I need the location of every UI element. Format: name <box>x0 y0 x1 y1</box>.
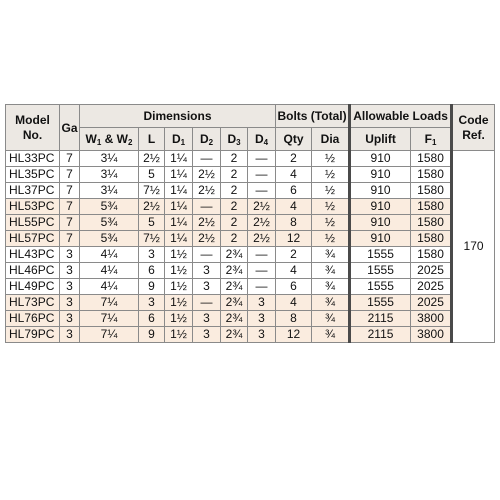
d3-cell: 2¾ <box>221 311 248 327</box>
dia-header: Dia <box>312 128 350 151</box>
model-cell: HL35PC <box>6 167 60 183</box>
d3-cell: 2¾ <box>221 263 248 279</box>
model-cell: HL49PC <box>6 279 60 295</box>
dia-cell: ½ <box>312 215 350 231</box>
d3-cell: 2 <box>221 167 248 183</box>
ga-cell: 7 <box>60 183 80 199</box>
d1-cell: 1¼ <box>165 199 193 215</box>
w1-w2-cell: 4¼ <box>80 247 139 263</box>
ga-cell: 3 <box>60 247 80 263</box>
model-cell: HL43PC <box>6 247 60 263</box>
d4-cell: 2½ <box>248 199 276 215</box>
d1-cell: 1½ <box>165 311 193 327</box>
d1-cell: 1¼ <box>165 167 193 183</box>
uplift-cell: 910 <box>350 167 411 183</box>
l-cell: 2½ <box>139 151 165 167</box>
d2-cell: — <box>193 151 221 167</box>
uplift-cell: 910 <box>350 231 411 247</box>
d3-cell: 2¾ <box>221 327 248 343</box>
w1-w2-cell: 7¼ <box>80 327 139 343</box>
w1-w2-cell: 4¼ <box>80 279 139 295</box>
w1-w2-cell: 3¼ <box>80 167 139 183</box>
ga-cell: 3 <box>60 311 80 327</box>
l-cell: 5 <box>139 215 165 231</box>
d2-cell: 2½ <box>193 215 221 231</box>
d4-cell: 3 <box>248 295 276 311</box>
dia-cell: ½ <box>312 183 350 199</box>
w1-w2-cell: 5¾ <box>80 199 139 215</box>
model-cell: HL57PC <box>6 231 60 247</box>
w1-w2-cell: 4¼ <box>80 263 139 279</box>
ga-cell: 3 <box>60 279 80 295</box>
w1-w2-cell: 5¾ <box>80 231 139 247</box>
d3-cell: 2 <box>221 183 248 199</box>
l-cell: 9 <box>139 279 165 295</box>
ga-cell: 3 <box>60 263 80 279</box>
d1-cell: 1¼ <box>165 151 193 167</box>
f1-cell: 1580 <box>411 151 452 167</box>
d3-cell: 2 <box>221 231 248 247</box>
d4-cell: — <box>248 183 276 199</box>
d2-cell: 3 <box>193 327 221 343</box>
qty-header: Qty <box>276 128 312 151</box>
uplift-cell: 910 <box>350 151 411 167</box>
qty-cell: 2 <box>276 247 312 263</box>
uplift-cell: 1555 <box>350 279 411 295</box>
ga-cell: 7 <box>60 231 80 247</box>
table-row <box>6 263 495 279</box>
qty-cell: 12 <box>276 231 312 247</box>
ga-header: Ga <box>60 105 80 151</box>
model-cell: HL73PC <box>6 295 60 311</box>
qty-cell: 8 <box>276 215 312 231</box>
d2-cell: 2½ <box>193 183 221 199</box>
qty-cell: 4 <box>276 167 312 183</box>
d3-header: $D_3$ <box>221 128 248 151</box>
qty-cell: 6 <box>276 183 312 199</box>
uplift-cell: 2115 <box>350 311 411 327</box>
d4-cell: 3 <box>248 327 276 343</box>
model-no-header: Model No. <box>6 105 60 151</box>
qty-cell: 4 <box>276 295 312 311</box>
dimensions-header: Dimensions <box>80 105 276 128</box>
d2-cell: 3 <box>193 263 221 279</box>
dia-cell: ¾ <box>312 263 350 279</box>
d1-cell: 1½ <box>165 327 193 343</box>
d3-cell: 2 <box>221 151 248 167</box>
f1-cell: 3800 <box>411 311 452 327</box>
uplift-cell: 910 <box>350 183 411 199</box>
dia-cell: ½ <box>312 231 350 247</box>
model-cell: HL33PC <box>6 151 60 167</box>
dia-cell: ¾ <box>312 311 350 327</box>
qty-cell: 6 <box>276 279 312 295</box>
bolts-total-header: Bolts (Total) <box>276 105 350 128</box>
d1-cell: 1¼ <box>165 215 193 231</box>
l-cell: 6 <box>139 311 165 327</box>
d2-cell: 3 <box>193 279 221 295</box>
qty-cell: 2 <box>276 151 312 167</box>
f1-cell: 1580 <box>411 199 452 215</box>
qty-cell: 4 <box>276 263 312 279</box>
ga-cell: 3 <box>60 295 80 311</box>
f1-cell: 1580 <box>411 167 452 183</box>
d3-cell: 2¾ <box>221 279 248 295</box>
d1-cell: 1½ <box>165 247 193 263</box>
model-cell: HL53PC <box>6 199 60 215</box>
d3-cell: 2 <box>221 199 248 215</box>
dia-cell: ¾ <box>312 327 350 343</box>
d4-cell: — <box>248 279 276 295</box>
model-cell: HL55PC <box>6 215 60 231</box>
uplift-cell: 1555 <box>350 295 411 311</box>
d3-cell: 2¾ <box>221 295 248 311</box>
d2-cell: 2½ <box>193 167 221 183</box>
d2-cell: 3 <box>193 311 221 327</box>
f1-header: $F_1$ <box>411 128 452 151</box>
table-row <box>6 167 495 183</box>
d2-cell: — <box>193 247 221 263</box>
table-row <box>6 199 495 215</box>
d1-cell: 1¼ <box>165 231 193 247</box>
d1-cell: 1½ <box>165 295 193 311</box>
l-header: L <box>139 128 165 151</box>
model-cell: HL79PC <box>6 327 60 343</box>
table-row <box>6 247 495 263</box>
dia-cell: ½ <box>312 199 350 215</box>
d1-cell: 1½ <box>165 279 193 295</box>
f1-cell: 2025 <box>411 263 452 279</box>
ga-cell: 7 <box>60 215 80 231</box>
uplift-cell: 910 <box>350 199 411 215</box>
d4-cell: 3 <box>248 311 276 327</box>
table-row <box>6 279 495 295</box>
dia-cell: ¾ <box>312 279 350 295</box>
dia-cell: ½ <box>312 167 350 183</box>
d2-cell: — <box>193 295 221 311</box>
f1-cell: 1580 <box>411 183 452 199</box>
w1-w2-cell: 5¾ <box>80 215 139 231</box>
d4-cell: — <box>248 151 276 167</box>
table-row <box>6 327 495 343</box>
uplift-cell: 2115 <box>350 327 411 343</box>
d1-cell: 1¼ <box>165 183 193 199</box>
w1-w2-cell: 7¼ <box>80 311 139 327</box>
w1-w2-header: $W_1$ & $W_2$ <box>80 128 139 151</box>
d3-cell: 2¾ <box>221 247 248 263</box>
d4-cell: 2½ <box>248 215 276 231</box>
table-row <box>6 231 495 247</box>
table-row <box>6 151 495 167</box>
d4-cell: — <box>248 167 276 183</box>
uplift-cell: 1555 <box>350 263 411 279</box>
ga-cell: 7 <box>60 151 80 167</box>
code-ref-header: Code Ref. <box>452 105 495 151</box>
ga-cell: 7 <box>60 167 80 183</box>
w1-w2-cell: 3¼ <box>80 151 139 167</box>
w1-w2-label: W <box>85 131 97 146</box>
qty-cell: 8 <box>276 311 312 327</box>
ga-cell: 3 <box>60 327 80 343</box>
table-row <box>6 183 495 199</box>
d4-cell: — <box>248 247 276 263</box>
l-cell: 9 <box>139 327 165 343</box>
table-body <box>6 151 495 343</box>
w1-w2-cell: 7¼ <box>80 295 139 311</box>
l-cell: 6 <box>139 263 165 279</box>
f1-cell: 2025 <box>411 295 452 311</box>
d2-cell: — <box>193 199 221 215</box>
d2-cell: 2½ <box>193 231 221 247</box>
l-cell: 7½ <box>139 231 165 247</box>
f1-cell: 3800 <box>411 327 452 343</box>
l-cell: 2½ <box>139 199 165 215</box>
d1-header: $D_1$ <box>165 128 193 151</box>
d2-header: $D_2$ <box>193 128 221 151</box>
allowable-loads-header: Allowable Loads <box>350 105 452 128</box>
f1-cell: 2025 <box>411 279 452 295</box>
model-cell: HL37PC <box>6 183 60 199</box>
ga-cell: 7 <box>60 199 80 215</box>
qty-cell: 4 <box>276 199 312 215</box>
model-cell: HL46PC <box>6 263 60 279</box>
table-header <box>6 105 495 151</box>
l-cell: 7½ <box>139 183 165 199</box>
l-cell: 3 <box>139 247 165 263</box>
f1-cell: 1580 <box>411 215 452 231</box>
l-cell: 5 <box>139 167 165 183</box>
f1-cell: 1580 <box>411 247 452 263</box>
table-row <box>6 311 495 327</box>
dia-cell: ¾ <box>312 247 350 263</box>
uplift-cell: 1555 <box>350 247 411 263</box>
w1-w2-cell: 3¼ <box>80 183 139 199</box>
l-cell: 3 <box>139 295 165 311</box>
d4-cell: 2½ <box>248 231 276 247</box>
d3-cell: 2 <box>221 215 248 231</box>
uplift-header: Uplift <box>350 128 411 151</box>
d4-header: $D_4$ <box>248 128 276 151</box>
dia-cell: ½ <box>312 151 350 167</box>
specification-table <box>5 104 495 343</box>
table-row <box>6 295 495 311</box>
f1-cell: 1580 <box>411 231 452 247</box>
dia-cell: ¾ <box>312 295 350 311</box>
d1-cell: 1½ <box>165 263 193 279</box>
d4-cell: — <box>248 263 276 279</box>
code-ref-cell: 170 <box>452 151 495 343</box>
table-row <box>6 215 495 231</box>
uplift-cell: 910 <box>350 215 411 231</box>
qty-cell: 12 <box>276 327 312 343</box>
model-cell: HL76PC <box>6 311 60 327</box>
